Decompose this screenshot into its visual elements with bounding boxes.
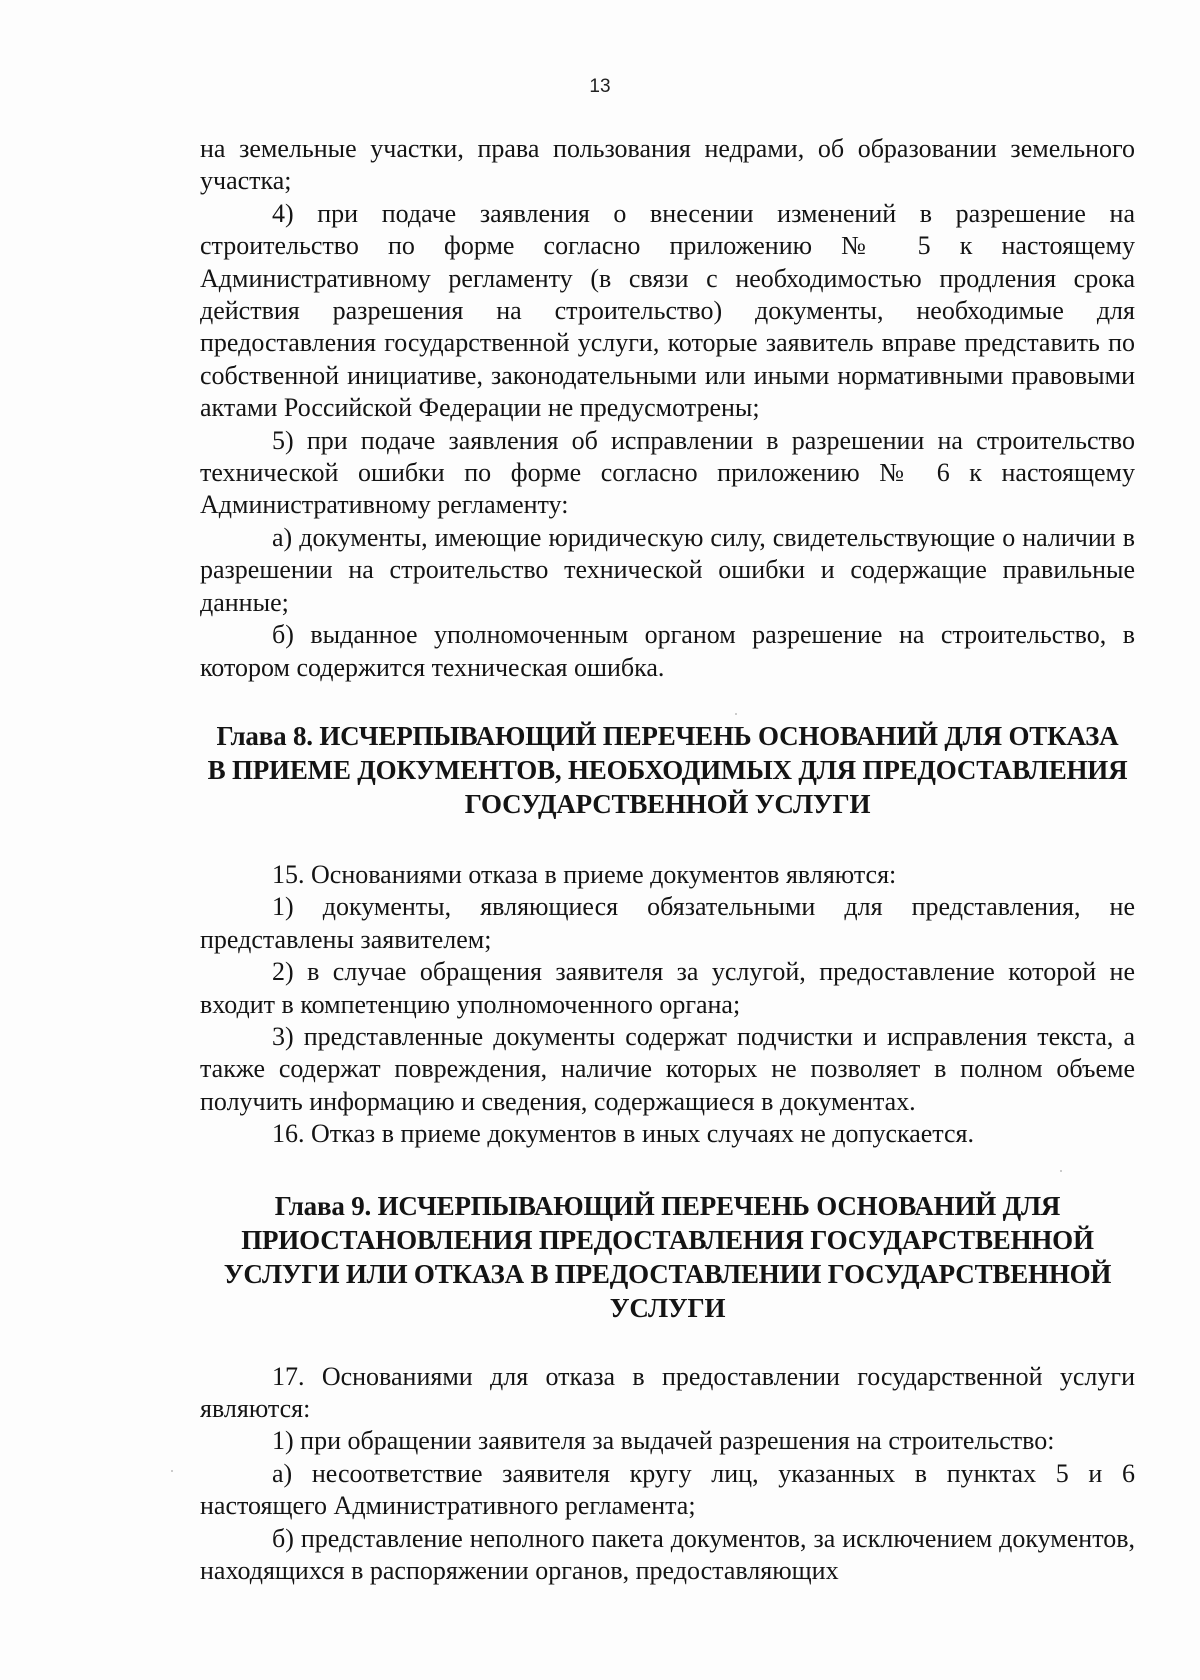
chapter-9-heading-line: УСЛУГИ ИЛИ ОТКАЗА В ПРЕДОСТАВЛЕНИИ ГОСУДАРСТВЕННОЙ bbox=[223, 1258, 1112, 1289]
chapter-9-heading-line: УСЛУГИ bbox=[609, 1292, 726, 1323]
chapter-9-heading bbox=[200, 1189, 1135, 1325]
page-number: 13 bbox=[589, 76, 611, 97]
paragraph-clause-17-subitem-a: а) несоответствие заявителя кругу лиц, указанных в пунктах 5 и 6 настоящего Административного регламента; bbox=[200, 1458, 1135, 1521]
scan-speck bbox=[171, 1470, 173, 1472]
paragraph-subitem-a: а) документы, имеющие юридическую силу, свидетельствующие о наличии в разрешении на строительство технической ошибки и содержащие правильные данные; bbox=[200, 522, 1135, 617]
paragraph-item-4: 4) при подаче заявления о внесении изменений в разрешение на строительство по форме согласно приложению № 5 к настоящему Административному регламенту (в связи с необходимостью продления срока действия разрешения на строительство) документы, необходимые для предоставления государственной услуги, которые заявитель вправе представить по собственной инициативе, законодательными или иными нормативными правовыми актами Российской Федерации не предусмотрены; bbox=[200, 198, 1135, 423]
chapter-9-heading-line: Глава 9. ИСЧЕРПЫВАЮЩИЙ ПЕРЕЧЕНЬ ОСНОВАНИЙ ДЛЯ bbox=[274, 1190, 1061, 1221]
paragraph-clause-16: 16. Отказ в приеме документов в иных случаях не допускается. bbox=[272, 1119, 974, 1149]
paragraph-clause-15: 15. Основаниями отказа в приеме документов являются: bbox=[272, 859, 897, 889]
chapter-9-heading-line: ПРИОСТАНОВЛЕНИЯ ПРЕДОСТАВЛЕНИЯ ГОСУДАРСТВЕННОЙ bbox=[241, 1224, 1094, 1255]
chapter-8-heading-line: В ПРИЕМЕ ДОКУМЕНТОВ, НЕОБХОДИМЫХ ДЛЯ ПРЕДОСТАВЛЕНИЯ bbox=[207, 754, 1128, 785]
paragraph-continuation: на земельные участки, права пользования недрами, об образовании земельного участка; bbox=[200, 134, 1135, 196]
document-body bbox=[200, 133, 1135, 1587]
paragraph-subitem-b: б) выданное уполномоченным органом разрешение на строительство, в котором содержится техническая ошибка. bbox=[200, 620, 1135, 682]
paragraph-clause-17-subitem-b: б) представление неполного пакета документов, за исключением документов, находящихся в распоряжении органов, предоставляющих bbox=[200, 1523, 1135, 1585]
scan-speck bbox=[735, 713, 737, 715]
paragraph-clause-17-item-1: 1) при обращении заявителя за выдачей разрешения на строительство: bbox=[272, 1426, 1055, 1456]
chapter-8-heading bbox=[200, 719, 1135, 821]
scan-speck bbox=[1060, 1170, 1062, 1172]
chapter-8-heading-line: ГОСУДАРСТВЕННОЙ УСЛУГИ bbox=[464, 788, 871, 819]
paragraph-clause-17: 17. Основаниями для отказа в предоставлении государственной услуги являются: bbox=[200, 1361, 1135, 1423]
paragraph-item-5: 5) при подаче заявления об исправлении в разрешении на строительство технической ошибки по форме согласно приложению № 6 к настоящему Административному регламенту: bbox=[200, 425, 1135, 520]
paragraph-clause-15-item-1: 1) документы, являющиеся обязательными для представления, не представлены заявителем; bbox=[200, 892, 1135, 954]
chapter-8-heading-line: Глава 8. ИСЧЕРПЫВАЮЩИЙ ПЕРЕЧЕНЬ ОСНОВАНИЙ ДЛЯ ОТКАЗА bbox=[216, 720, 1119, 751]
paragraph-clause-15-item-3: 3) представленные документы содержат подчистки и исправления текста, а также содержат повреждения, наличие которых не позволяет в полном объеме получить информацию и сведения, содержащиеся в документах. bbox=[200, 1021, 1135, 1116]
paragraph-clause-15-item-2: 2) в случае обращения заявителя за услугой, предоставление которой не входит в компетенцию уполномоченного органа; bbox=[200, 957, 1135, 1019]
